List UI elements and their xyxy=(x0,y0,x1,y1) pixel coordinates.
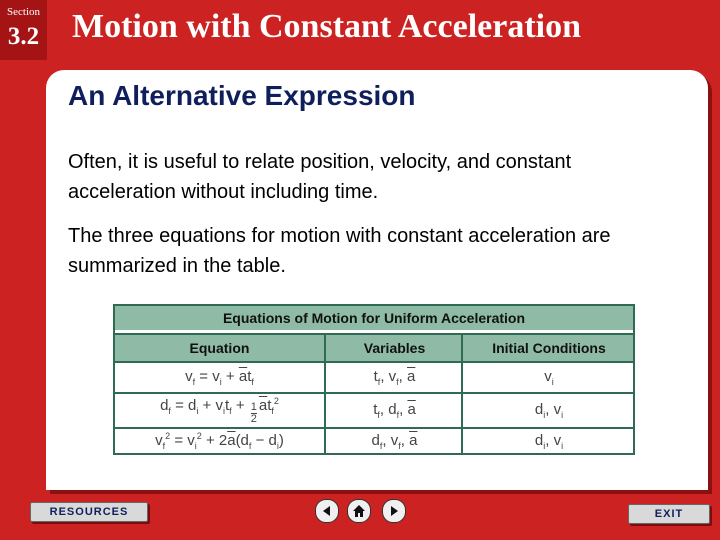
initial-conditions-cell: $d_i$, $v_i$ xyxy=(461,429,635,453)
initial-conditions-cell: $d_i$, $v_i$ xyxy=(461,394,635,427)
equation-cell: $v_f^2 = v_i^2 + 2\overline{a}(d_f - d_i)$ xyxy=(155,431,284,451)
variables-cell: $d_f$, $v_f$, $\overline{a}$ xyxy=(324,429,463,453)
variables-cell: $t_f$, $v_f$, $\overline{a}$ xyxy=(324,363,463,392)
section-label: Section xyxy=(7,6,40,18)
equations-table xyxy=(113,304,635,455)
exit-button[interactable]: EXIT xyxy=(628,504,710,524)
page-title: Motion with Constant Acceleration xyxy=(72,8,582,45)
resources-button[interactable]: RESOURCES xyxy=(30,502,148,522)
header-variables: Variables xyxy=(324,335,463,361)
table-title: Equations of Motion for Uniform Acceleration xyxy=(115,306,633,330)
initial-conditions-cell: $v_i$ xyxy=(461,363,635,392)
paragraph-2: The three equations for motion with constant acceleration are summarized in the table. xyxy=(68,225,611,277)
slide-subtitle: An Alternative Expression xyxy=(68,80,416,111)
table-row xyxy=(115,394,633,429)
header-initial-conditions: Initial Conditions xyxy=(461,335,635,361)
equation-cell: $v_f = v_i + \overline{a}t_f$ xyxy=(185,368,254,387)
header-equation: Equation xyxy=(189,340,250,356)
next-arrow-icon[interactable] xyxy=(382,499,406,523)
variables-cell: $t_f$, $d_f$, $\overline{a}$ xyxy=(324,394,463,427)
paragraph-1: Often, it is useful to relate position, velocity, and constant acceleration without including time. xyxy=(68,151,572,203)
table-row xyxy=(115,363,633,394)
equation-cell: $d_f = d_i + v_it_f$ + $\frac{1}{2}$ $\overline{a}t_f^2$ xyxy=(160,396,279,425)
table-header-row xyxy=(115,333,633,363)
section-badge xyxy=(0,0,47,60)
table-row xyxy=(115,429,633,453)
prev-arrow-icon[interactable] xyxy=(315,499,339,523)
home-icon[interactable] xyxy=(347,499,371,523)
section-number: 3.2 xyxy=(7,23,40,50)
